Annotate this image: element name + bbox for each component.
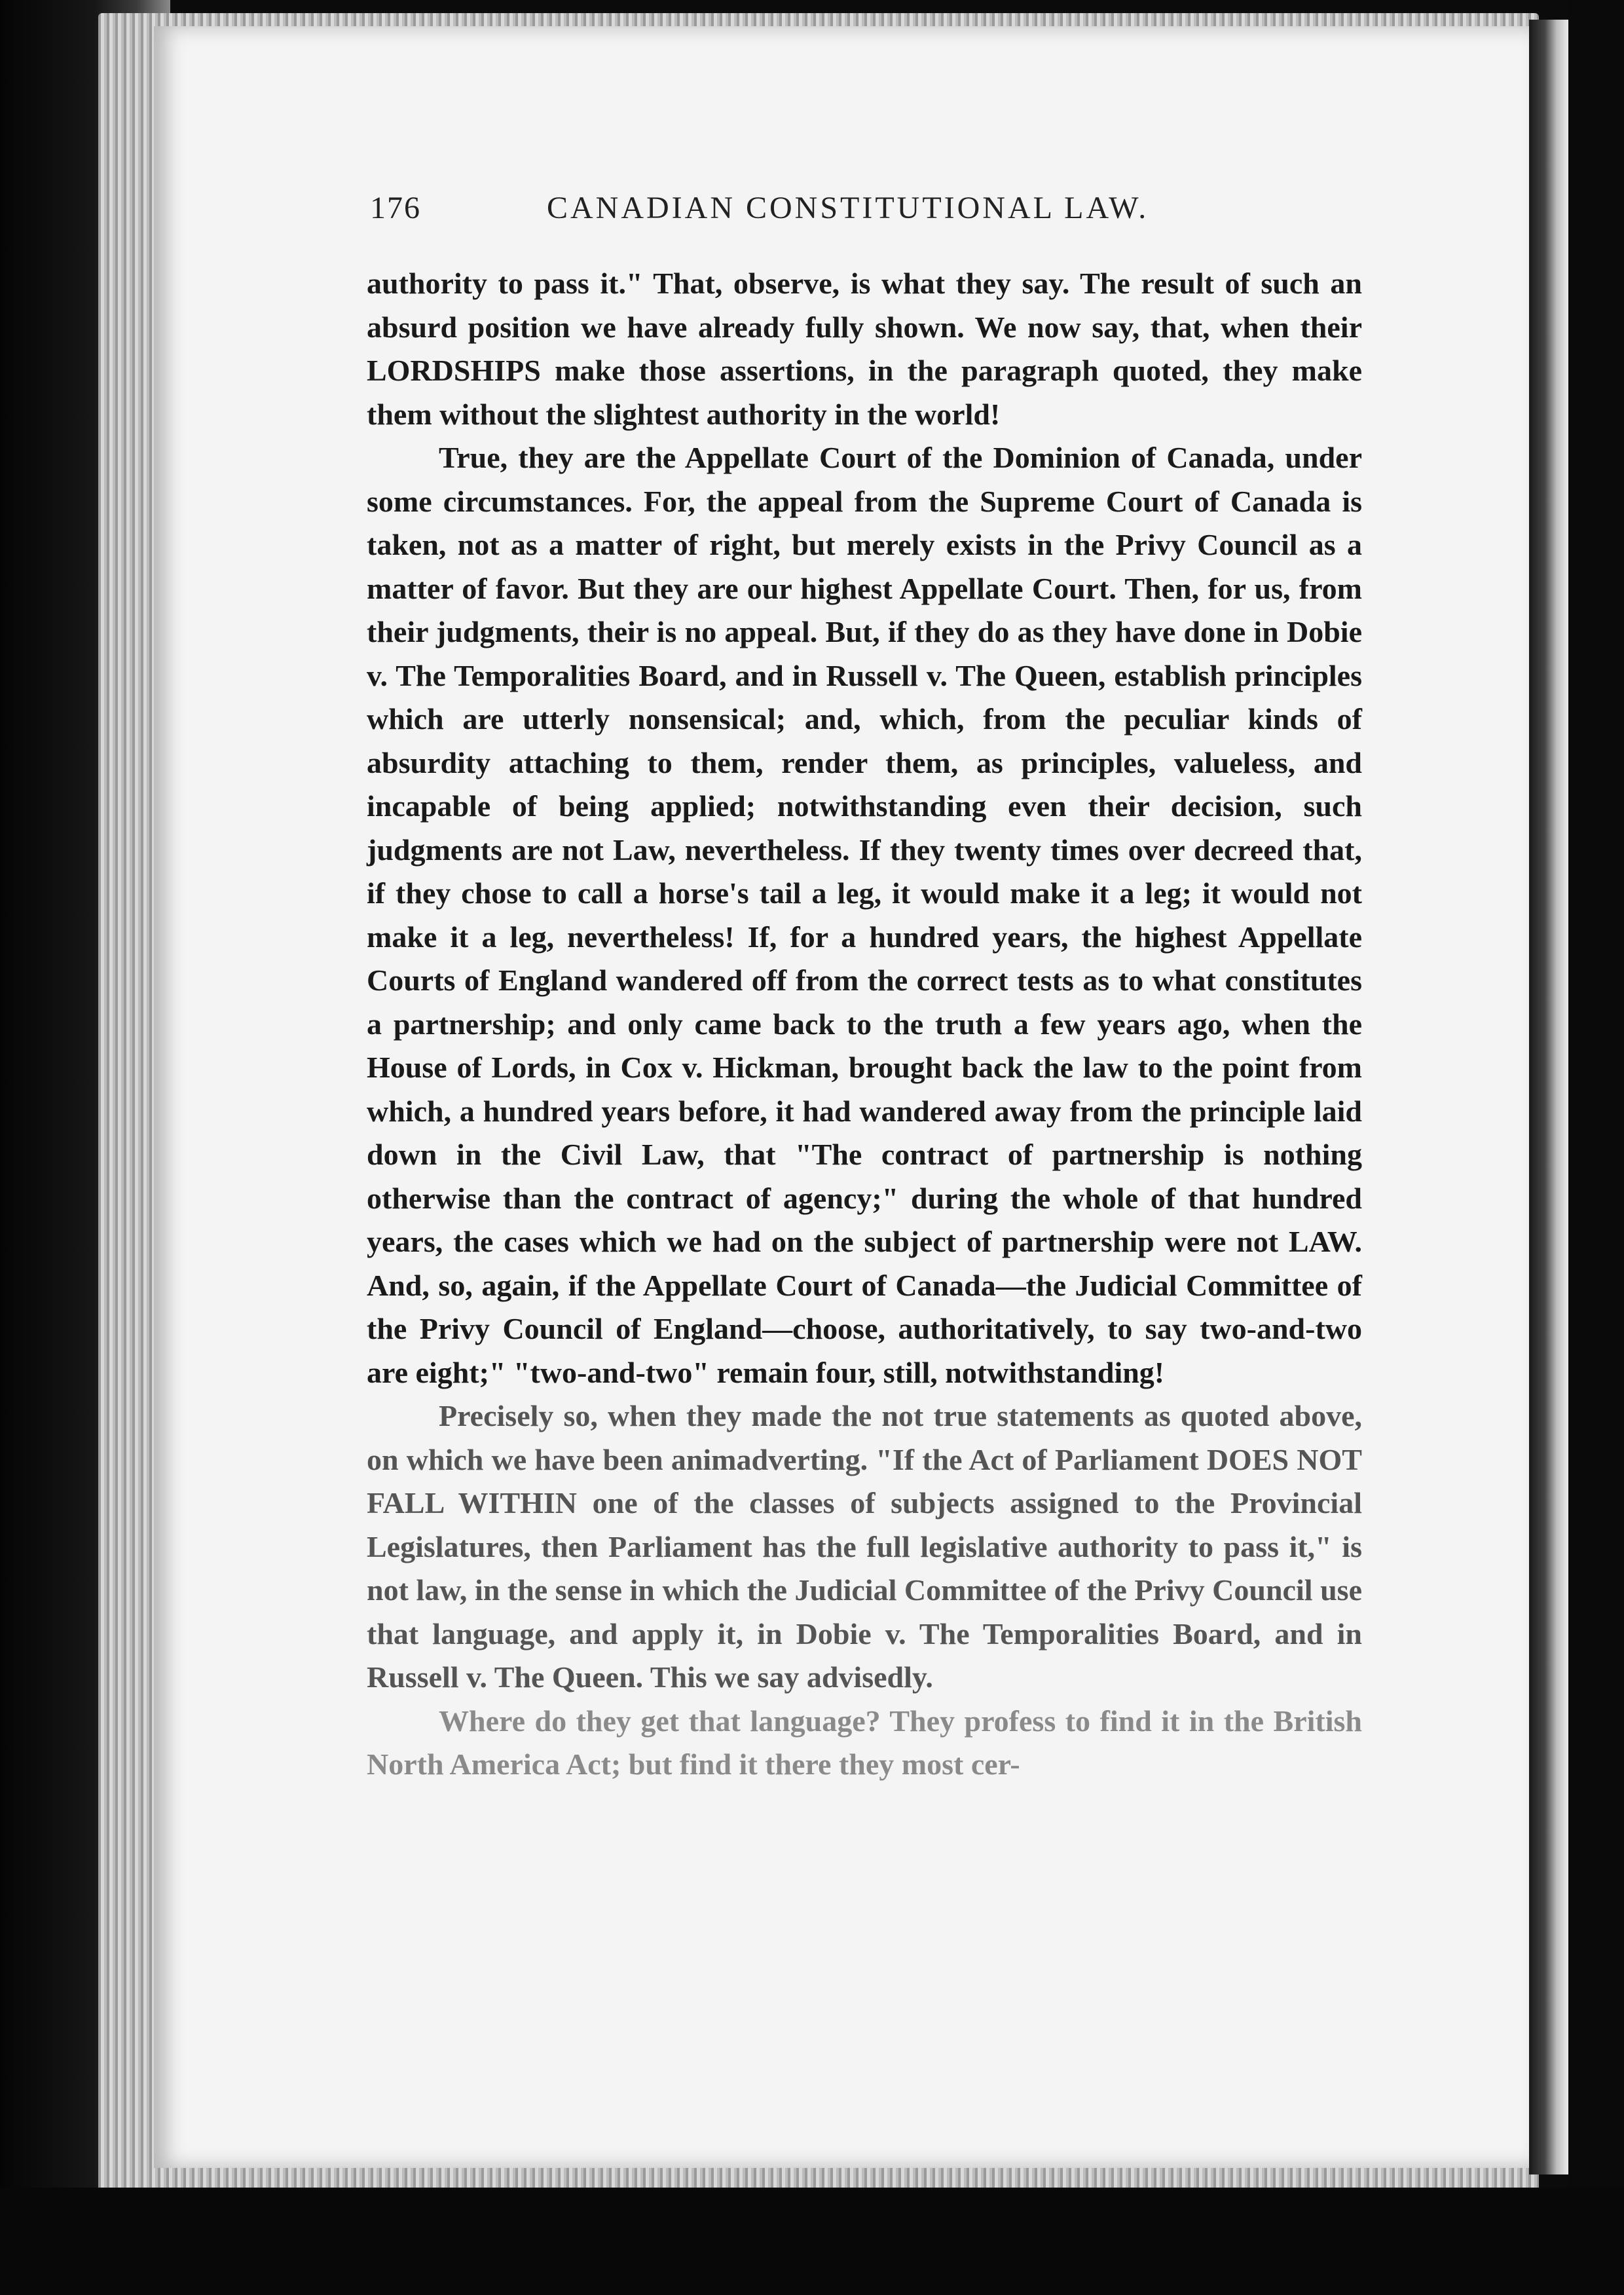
body-text: [367, 262, 1362, 1787]
paragraph-3: Precisely so, when they made the not true statements as quoted above, on which we have been animadverting. "If the Act of Parliament DOES NOT FALL WITHIN one of the classes of subjects assigned to the Provincial Legislatures, then Parliament has the full legislative authority to pass it," is not law, in the sense in which the Judicial Committee of the Privy Council use that language, and apply it, in Dobie v. The Temporalities Board, and in Russell v. The Queen. This we say advisedly.: [367, 1399, 1362, 1694]
running-title: CANADIAN CONSTITUTIONAL LAW.: [547, 191, 1149, 225]
paragraph-2: True, they are the Appellate Court of the Dominion of Canada, under some circumstances. For, the appeal from the Supreme Court of Canada is taken, not as a matter of right, but merely exists in the Privy Council as a matter of favor. But they are our highest Appellate Court. Then, for us, from their judgments, their is no appeal. But, if they do as they have done in Dobie v. The Temporalities Board, and in Russell v. The Queen, establish principles which are utterly nonsensical; and, which, from the peculiar kinds of absurdity attaching to them, render them, as principles, valueless, and incapable of being applied; notwithstanding even their decision, such judgments are not Law, nevertheless. If they twenty times over decreed that, if they chose to call a horse's tail a leg, it would make it a leg; it would not make it a leg, nevertheless! If, for a hundred years, the highest Appellate Courts of England wandered off from the correct tests as to what constitutes a partnership; and only came back to the truth a few years ago, when the House of Lords, in Cox v. Hickman, brought back the law to the point from which, a hundred years before, it had wandered away from the principle laid down in the Civil Law, that "The contract of partnership is nothing otherwise than the contract of agency;" during the whole of that hundred years, the cases which we had on the subject of partnership were not LAW. And, so, again, if the Appellate Court of Canada—the Judicial Committee of the Privy Council of England—choose, authoritatively, to say two-and-two are eight;" "two-and-two" remain four, still, notwithstanding!: [367, 441, 1362, 1389]
scan-bottom-edge: [0, 2188, 1624, 2295]
paragraph-1: authority to pass it." That, observe, is what they say. The result of such an absurd position we have already fully shown. We now say, that, when their LORDSHIPS make those assertions, in the paragraph quoted, they make them without the slightest authority in the world!: [367, 267, 1362, 431]
facing-page-edge: [1529, 20, 1568, 2174]
paragraph-4: Where do they get that language? They profess to find it in the British North America Act; but find it there they most cer-: [367, 1704, 1362, 1781]
page-number: 176: [370, 191, 421, 225]
scan-right-edge: [1568, 0, 1624, 2295]
